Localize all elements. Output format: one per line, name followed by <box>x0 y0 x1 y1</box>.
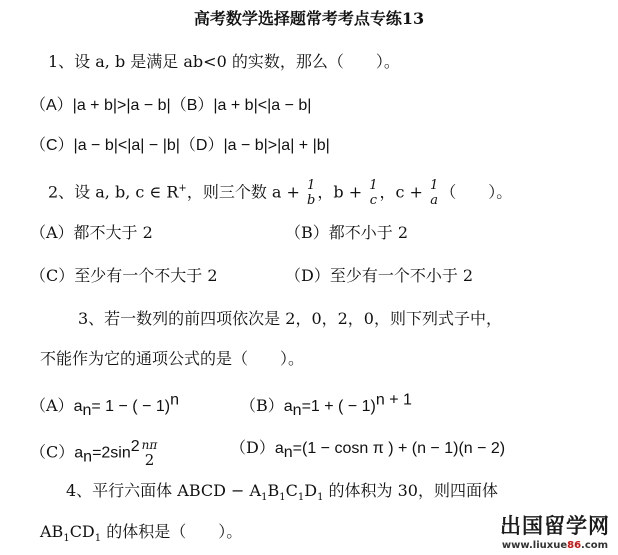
watermark-logo <box>500 510 610 551</box>
url-part: www.liuxue <box>501 540 568 551</box>
q4-text: 4、平行六面体 ABCD − A <box>66 481 262 500</box>
q2-option-a: （A）都不大于 2 <box>30 223 153 242</box>
option-label: （A） <box>30 396 74 415</box>
frac-den: c <box>369 193 377 208</box>
url-part: .com <box>581 540 609 551</box>
fraction-npi-over-2 <box>142 438 158 468</box>
q2-option-c: （C）至少有一个不大于 2 <box>30 266 218 285</box>
superscript: n <box>170 391 179 409</box>
q2-option-d: （D）至少有一个不小于 2 <box>285 266 474 285</box>
formula: =2sin <box>92 444 131 462</box>
q4-text: AB <box>40 522 64 541</box>
frac-den: b <box>307 193 316 208</box>
superscript: 2 <box>130 438 140 456</box>
q4-stem-line2 <box>40 522 243 545</box>
q2-plus-c: ，c + <box>379 182 429 202</box>
q2-option-b: （B）都不小于 2 <box>285 223 409 242</box>
q1-options-cd: （C）|a − b|<|a| − |b|（D）|a − b|>|a| + |b| <box>30 137 330 154</box>
url-part: 86 <box>567 540 582 551</box>
q3-option-b <box>240 391 412 420</box>
q2-stem-end: （ ）。 <box>440 182 513 202</box>
seq-term: a <box>283 398 293 415</box>
frac-den: a <box>430 193 439 208</box>
q4-text: C <box>285 481 298 500</box>
option-label: （D） <box>230 438 275 457</box>
q3-stem-line2: 不能作为它的通项公式的是（ ）。 <box>40 349 305 368</box>
subscript: n <box>83 448 93 466</box>
subscript: 1 <box>317 492 324 504</box>
seq-term: a <box>74 444 84 462</box>
subscript: 1 <box>279 492 286 504</box>
watermark-url <box>500 540 610 551</box>
q3-option-d <box>230 438 506 462</box>
seq-term: a <box>274 440 284 457</box>
frac-den: 2 <box>144 451 155 469</box>
subscript: n <box>292 402 302 420</box>
q4-text: 的体积为 30，则四面体 <box>323 481 498 500</box>
formula: =(1 − cosn π ) + (n − 1)(n − 2) <box>292 440 506 457</box>
subscript: n <box>82 402 92 420</box>
watermark-text: 出国留学网 <box>500 514 610 538</box>
q1-options-ab: （A）|a + b|>|a − b|（B）|a + b|<|a − b| <box>30 97 312 114</box>
seq-term: a <box>73 398 83 415</box>
q4-text: D <box>304 481 318 500</box>
q4-stem-line1 <box>66 481 498 504</box>
page-title: 高考数学选择题常考考点专练13 <box>193 9 425 28</box>
option-label: （C） <box>30 442 75 462</box>
q3-option-c <box>30 438 159 468</box>
q4-text: CD <box>69 522 95 541</box>
frac-num: 1 <box>430 178 439 193</box>
q4-text: B <box>267 481 280 500</box>
superscript: n + 1 <box>375 391 412 409</box>
fraction-1-over-a <box>430 178 438 208</box>
frac-num: 1 <box>307 178 316 193</box>
subscript: 1 <box>261 492 268 504</box>
formula: = 1 − ( − 1) <box>91 398 171 415</box>
option-label: （B） <box>240 396 284 415</box>
q2-stem-mid: ，则三个数 a + <box>186 182 306 202</box>
frac-num: nπ <box>141 438 158 452</box>
fraction-1-over-b <box>307 178 315 208</box>
q2-stem <box>48 178 512 208</box>
q4-text: 的体积是（ ）。 <box>101 522 243 541</box>
subscript: n <box>283 444 293 462</box>
q1-stem: 1、设 a, b 是满足 ab<0 的实数，那么（ ）。 <box>48 52 400 71</box>
q3-option-a <box>30 391 179 420</box>
formula: =1 + ( − 1) <box>301 398 376 415</box>
frac-num: 1 <box>369 178 378 193</box>
q2-stem-pre: 2、设 a, b, c ∈ R <box>48 182 179 202</box>
subscript: 1 <box>63 533 70 545</box>
q2-plus-b: ，b + <box>317 182 368 202</box>
fraction-1-over-c <box>369 178 377 208</box>
q3-stem-line1: 3、若一数列的前四项依次是 2，0，2，0，则下列式子中， <box>78 309 502 328</box>
subscript: 1 <box>94 533 102 545</box>
subscript: 1 <box>297 492 305 504</box>
q2-stem-sup: + <box>178 183 187 195</box>
